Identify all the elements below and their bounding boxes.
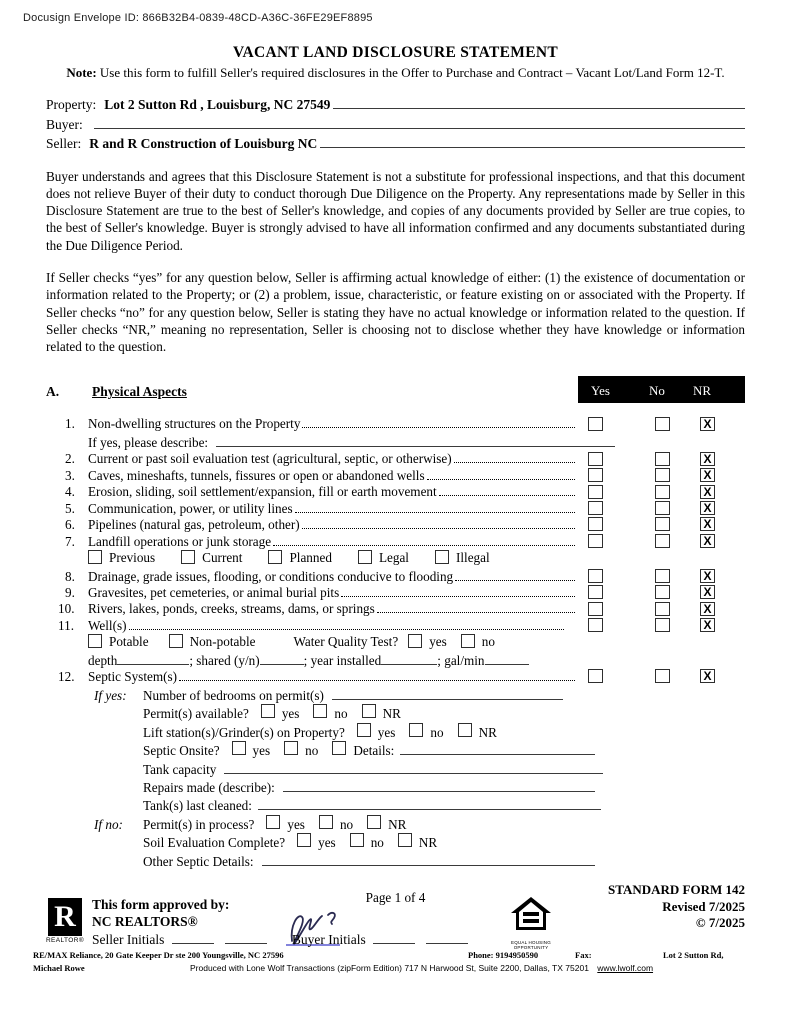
checkbox-nr[interactable]: X	[700, 569, 715, 583]
column-header-yes: Yes	[591, 383, 610, 399]
section-letter: A.	[46, 384, 60, 400]
question-number: 1.	[65, 416, 75, 432]
seller-initials-blank-2[interactable]	[225, 930, 267, 944]
dotted-leader	[341, 596, 575, 597]
question-number: 7.	[65, 533, 75, 549]
answer-boxes	[578, 452, 745, 468]
last-cleaned-blank[interactable]	[258, 796, 601, 810]
checkbox-yes[interactable]	[588, 452, 603, 466]
note-label: Note:	[66, 65, 97, 80]
question-row-11	[46, 618, 745, 634]
checkbox-nr[interactable]: X	[700, 517, 715, 531]
equal-housing-house-icon	[510, 896, 552, 934]
q1-describe-label: If yes, please describe:	[88, 434, 209, 450]
seller-blank-line[interactable]	[320, 133, 745, 148]
dotted-leader	[454, 462, 575, 463]
checkbox-yes[interactable]	[588, 501, 603, 515]
question-number: 9.	[65, 585, 75, 600]
answer-boxes	[578, 534, 745, 550]
page-number: Page 1 of 4	[365, 890, 426, 906]
question-row-6	[46, 517, 745, 533]
dotted-leader	[427, 479, 575, 480]
checkbox-no[interactable]	[655, 517, 670, 531]
answer-boxes	[578, 569, 745, 585]
form-content	[46, 44, 745, 906]
checkbox-previous[interactable]	[88, 550, 102, 564]
checkbox-lift-no[interactable]	[409, 723, 423, 737]
office-phone: Phone: 9194950590	[468, 950, 539, 960]
question-text: Landfill operations or junk storage	[88, 533, 272, 549]
question-number: 5.	[65, 500, 75, 516]
checkbox-permits-yes[interactable]	[261, 704, 275, 718]
q11-year-label: ; year installed	[303, 652, 382, 668]
question-row-7	[46, 534, 745, 550]
dotted-leader	[377, 612, 575, 613]
checkbox-inprocess-no[interactable]	[319, 815, 333, 829]
q11-option-non-potable: Non-potable	[169, 634, 256, 650]
approval-block	[92, 896, 229, 930]
column-header-nr: NR	[693, 383, 712, 399]
dotted-leader	[179, 680, 575, 681]
checkbox-current[interactable]	[181, 550, 195, 564]
q11-depth-label: depth	[88, 652, 118, 668]
q7-option: Planned	[268, 550, 332, 566]
form-meta-block	[608, 882, 745, 932]
buyer-initials-blank-1[interactable]	[373, 930, 415, 944]
copyright: © 7/2025	[695, 915, 745, 930]
approved-by-line: This form approved by:	[92, 897, 230, 912]
buyer-initials-blank-2[interactable]	[426, 930, 468, 944]
question-number: 10.	[58, 601, 75, 617]
checkbox-no[interactable]	[655, 618, 670, 632]
section-heading: Physical Aspects	[92, 384, 187, 400]
soil-evaluation-label: Soil Evaluation Complete?	[143, 835, 286, 851]
party-fields	[46, 94, 745, 153]
permits-available-label: Permit(s) available?	[143, 706, 249, 722]
q11-option-potable: Potable	[88, 634, 149, 650]
q7-option: Previous	[88, 550, 155, 566]
checkbox-nr[interactable]: X	[700, 585, 715, 599]
q12-septic-onsite: Septic Onsite? yes no Details:	[46, 741, 745, 759]
intro-paragraph-1: Buyer understands and agrees that this Disclosure Statement is not a substitute for professional inspections, and that this document does not relieve Buyer of their duty to conduct thorough Due Diligence on the Property. Any representations made by Seller in this Disclosure Statement are true to the best of Seller's knowledge, and copies of any documents provided by Seller are true copies, to the best of Seller's knowledge. Buyer is strongly advised to have all information confirmed and any documents substantiated during the Due Diligence Period.	[46, 168, 745, 253]
q7-option: Legal	[358, 550, 409, 566]
form-note	[46, 65, 745, 81]
realtor-r-icon: R	[48, 898, 82, 936]
details-blank[interactable]	[400, 741, 595, 755]
checkbox-yes[interactable]	[588, 618, 603, 632]
seller-row	[46, 133, 745, 153]
checkbox-nr[interactable]: X	[700, 669, 715, 683]
question-text: Well(s)	[88, 617, 127, 633]
property-row	[46, 94, 745, 114]
q12-repairs-made	[46, 778, 745, 796]
q12-other-details	[46, 852, 745, 870]
checkbox-inprocess-nr[interactable]	[367, 815, 381, 829]
question-number: 4.	[65, 484, 75, 500]
answer-boxes	[578, 501, 745, 517]
checkbox-wqt-no[interactable]	[461, 634, 475, 648]
checkbox-nr[interactable]: X	[700, 618, 715, 632]
buyer-initials-label: Buyer Initials	[291, 932, 366, 947]
question-text: Non-dwelling structures on the Property	[88, 416, 301, 432]
q11-gal-label: ; gal/min	[437, 652, 485, 668]
seller-value: R and R Construction of Louisburg NC	[89, 136, 318, 151]
checkbox-no[interactable]	[655, 452, 670, 466]
checkbox-lift-nr[interactable]	[458, 723, 472, 737]
revised-date: Revised 7/2025	[662, 898, 745, 914]
checkbox-planned[interactable]	[268, 550, 282, 564]
equal-housing-caption: EQUAL HOUSING OPPORTUNITY	[511, 940, 551, 950]
checkbox-no[interactable]	[655, 669, 670, 683]
q1-describe-row	[46, 433, 615, 451]
checkbox-soileval-nr[interactable]	[398, 833, 412, 847]
realtor-caption: REALTOR®	[45, 937, 85, 944]
q7-option: Illegal	[435, 550, 490, 566]
lwolf-link[interactable]: www.lwolf.com	[597, 963, 654, 973]
office-name: RE/MAX Reliance, 20 Gate Keeper Dr ste 200 Youngsville, NC 27596	[33, 950, 284, 960]
question-text: Current or past soil evaluation test (agricultural, septic, or otherwise)	[88, 451, 452, 467]
checkbox-onsite-no[interactable]	[284, 741, 298, 755]
bedrooms-blank[interactable]	[332, 686, 563, 700]
q12-if-yes-bedrooms	[46, 686, 745, 704]
question-row-5	[46, 501, 745, 517]
q12-last-cleaned	[46, 796, 745, 814]
column-header-no: No	[649, 383, 665, 399]
q11-depth-row	[46, 651, 745, 669]
question-row-4	[46, 484, 745, 500]
q12-if-no-permits: If no: Permit(s) in process? yes no NR	[94, 816, 407, 832]
checkbox-inprocess-yes[interactable]	[266, 815, 280, 829]
question-row-9	[46, 585, 745, 601]
q11-water-quality-label: Water Quality Test?	[293, 634, 399, 650]
question-text: Erosion, sliding, soil settlement/expansion, fill or earth movement	[88, 484, 437, 500]
checkbox-yes[interactable]	[588, 669, 603, 683]
lift-station-label: Lift station(s)/Grinder(s) on Property?	[143, 724, 345, 740]
seller-label: Seller:	[46, 136, 82, 151]
details-label: Details:	[353, 743, 395, 759]
intro-paragraph-2: If Seller checks “yes” for any question below, Seller is affirming actual knowledge of either: (1) the existence of documentation or information related to the Property; or (2) a problem, issue, characteristic, or feature existing on or associated with the Property. If Seller checks “no” for any question below, Seller is stating they have no actual knowledge or information related to the question. If Seller checks “NR,” meaning no representation, Seller is choosing not to disclose whether they have knowledge or information related to the question.	[46, 269, 745, 355]
question-text: Communication, power, or utility lines	[88, 500, 293, 516]
q1-describe-blank[interactable]	[216, 433, 615, 447]
question-row-3	[46, 468, 745, 484]
question-number: 2.	[65, 451, 75, 467]
checkbox-onsite-yes[interactable]	[232, 741, 246, 755]
checkbox-illegal[interactable]	[435, 550, 449, 564]
permits-in-process-label: Permit(s) in process?	[143, 816, 255, 832]
checkbox-onsite-nr[interactable]	[332, 741, 346, 755]
answer-boxes	[578, 618, 745, 634]
buyer-row	[46, 114, 745, 134]
checkbox-no[interactable]	[655, 569, 670, 583]
checkbox-yes[interactable]	[588, 485, 603, 499]
seller-initials-label: Seller Initials	[92, 932, 165, 947]
checkbox-soileval-no[interactable]	[350, 833, 364, 847]
q12-tank-capacity	[46, 760, 745, 778]
form-title: VACANT LAND DISCLOSURE STATEMENT	[233, 44, 558, 61]
question-row-10	[46, 601, 745, 617]
question-number: 12.	[58, 669, 75, 685]
yes-no-nr-header-bar	[578, 376, 745, 403]
checkbox-nr[interactable]: X	[700, 501, 715, 515]
checkbox-permits-nr[interactable]	[362, 704, 376, 718]
q7-options-row	[46, 550, 745, 566]
q11-gal-blank[interactable]	[485, 651, 529, 665]
checkbox-no[interactable]	[655, 602, 670, 616]
answer-boxes	[578, 485, 745, 501]
tank-capacity-label: Tank capacity	[143, 761, 217, 777]
dotted-leader	[455, 580, 575, 581]
property-label: Property:	[46, 97, 97, 112]
other-septic-details-label: Other Septic Details:	[143, 853, 254, 869]
answer-boxes	[578, 468, 745, 484]
q7-option: Current	[181, 550, 242, 566]
dotted-leader	[295, 512, 575, 513]
q12-lift-station: Lift station(s)/Grinder(s) on Property? yes no NR	[143, 724, 497, 740]
produced-with-text: Produced with Lone Wolf Transactions (zipForm Edition) 717 N Harwood St, Suite 2200, Dallas, TX 75201	[190, 963, 589, 973]
question-number: 3.	[65, 467, 75, 483]
checkbox-nr[interactable]: X	[700, 485, 715, 499]
question-text: Drainage, grade issues, flooding, or conditions conducive to flooding	[88, 568, 454, 584]
checkbox-nr[interactable]: X	[700, 417, 715, 431]
checkbox-no[interactable]	[655, 585, 670, 599]
initials-row	[92, 930, 472, 948]
checkbox-nr[interactable]: X	[700, 452, 715, 466]
answer-boxes	[578, 669, 745, 685]
septic-onsite-label: Septic Onsite?	[143, 743, 220, 759]
if-no-label: If no:	[94, 816, 123, 832]
answer-boxes	[578, 517, 745, 533]
checkbox-yes[interactable]	[588, 569, 603, 583]
q11-wqt-no: no	[461, 634, 495, 650]
if-yes-label: If yes:	[94, 687, 127, 703]
checkbox-yes[interactable]	[588, 602, 603, 616]
question-text: Gravesites, pet cemeteries, or animal burial pits	[88, 585, 340, 600]
checkbox-no[interactable]	[655, 417, 670, 431]
checkbox-yes[interactable]	[588, 585, 603, 599]
checkbox-legal[interactable]	[358, 550, 372, 564]
checkbox-yes[interactable]	[588, 417, 603, 431]
q11-shared-blank[interactable]	[260, 651, 304, 665]
q12-permits-available: Permit(s) available? yes no NR	[143, 706, 401, 722]
checkbox-nr[interactable]: X	[700, 602, 715, 616]
question-text: Pipelines (natural gas, petroleum, other)	[88, 517, 300, 533]
other-septic-details-blank[interactable]	[262, 852, 595, 866]
section-a-header	[46, 373, 745, 400]
q11-wqt-yes: yes	[408, 634, 447, 650]
property-value: Lot 2 Sutton Rd , Louisburg, NC 27549	[104, 97, 331, 112]
question-text: Rivers, lakes, ponds, creeks, streams, dams, or springs	[88, 601, 375, 617]
checkbox-wqt-yes[interactable]	[408, 634, 422, 648]
checkbox-yes[interactable]	[588, 534, 603, 548]
checkbox-yes[interactable]	[588, 468, 603, 482]
question-number: 8.	[65, 568, 75, 584]
checkbox-potable[interactable]	[88, 634, 102, 648]
q11-depth-blank[interactable]	[117, 651, 189, 665]
checkbox-no[interactable]	[655, 485, 670, 499]
question-number: 6.	[65, 517, 75, 533]
checkbox-yes[interactable]	[588, 517, 603, 531]
docusign-envelope-id: Docusign Envelope ID: 866B32B4-0839-48CD-A36C-36FE29EF8895	[23, 12, 373, 24]
q11-year-blank[interactable]	[381, 651, 437, 665]
property-blank-line[interactable]	[333, 94, 745, 109]
realtor-logo	[45, 898, 85, 944]
checkbox-no[interactable]	[655, 534, 670, 548]
buyer-label: Buyer:	[46, 116, 83, 132]
q11-shared-label: ; shared (y/n)	[189, 652, 260, 668]
page-footer	[0, 882, 791, 1002]
dotted-leader	[273, 545, 575, 546]
dotted-leader	[439, 495, 575, 496]
nc-realtors-line: NC REALTORS®	[92, 914, 198, 929]
checkbox-soileval-yes[interactable]	[297, 833, 311, 847]
dotted-leader	[129, 629, 565, 630]
question-row-8	[46, 569, 745, 585]
equal-housing-logo	[508, 896, 554, 950]
note-text: Use this form to fulfill Seller's required disclosures in the Offer to Purchase and Contract – Vacant Lot/Land Form 12-T.	[99, 65, 725, 80]
dotted-leader	[302, 427, 575, 428]
property-reference: Lot 2 Sutton Rd,	[663, 950, 724, 960]
dotted-leader	[302, 528, 575, 529]
question-row-2	[46, 451, 745, 467]
question-list	[46, 416, 745, 870]
bedrooms-label: Number of bedrooms on permit(s)	[143, 687, 324, 703]
checkbox-nr[interactable]: X	[700, 534, 715, 548]
answer-boxes	[578, 417, 745, 433]
agent-name: Michael Rowe	[33, 963, 85, 973]
repairs-made-blank[interactable]	[283, 778, 595, 792]
answer-boxes	[578, 585, 745, 601]
checkbox-lift-yes[interactable]	[357, 723, 371, 737]
checkbox-no[interactable]	[655, 468, 670, 482]
repairs-made-label: Repairs made (describe):	[143, 779, 275, 795]
seller-initials-blank-1[interactable]	[172, 930, 214, 944]
buyer-blank-line[interactable]	[94, 114, 745, 129]
last-cleaned-label: Tank(s) last cleaned:	[143, 798, 252, 814]
question-row-1	[46, 416, 745, 432]
tank-capacity-blank[interactable]	[224, 760, 603, 774]
checkbox-no[interactable]	[655, 501, 670, 515]
q11-well-options-row	[46, 634, 745, 650]
question-text: Caves, mineshafts, tunnels, fissures or open or abandoned wells	[88, 467, 425, 483]
checkbox-nr[interactable]: X	[700, 468, 715, 482]
checkbox-permits-no[interactable]	[313, 704, 327, 718]
q12-soil-evaluation: Soil Evaluation Complete? yes no NR	[143, 835, 438, 851]
standard-form-number: STANDARD FORM 142	[608, 882, 745, 897]
question-text: Septic System(s)	[88, 669, 178, 685]
question-number: 11.	[58, 617, 74, 633]
checkbox-non-potable[interactable]	[169, 634, 183, 648]
answer-boxes	[578, 602, 745, 618]
question-row-12	[46, 669, 745, 685]
office-fax: Fax:	[575, 950, 592, 960]
